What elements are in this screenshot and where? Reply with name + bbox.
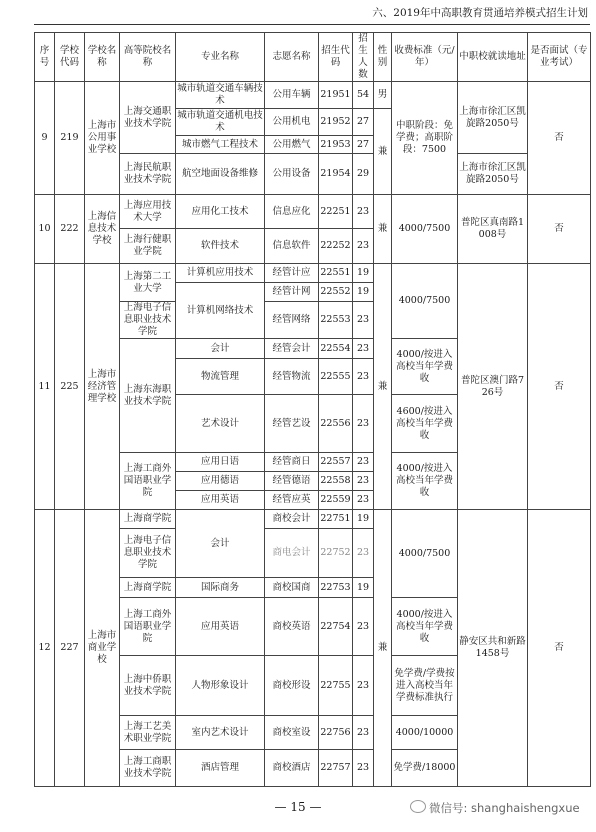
enroll-num-cell: 29 <box>353 154 374 195</box>
enroll-code-cell: 22553 <box>319 302 353 339</box>
major-cell: 国际商务 <box>176 578 265 598</box>
enroll-num-cell: 23 <box>353 359 374 395</box>
volunteer-cell: 经管计网 <box>265 283 319 302</box>
major-cell: 物流管理 <box>176 359 265 395</box>
header-row <box>35 33 591 82</box>
fee-cell: 4600/按进入高校当年学费收 <box>392 395 458 453</box>
college-cell: 上海中侨职业技术学院 <box>120 656 176 716</box>
enroll-num-cell: 23 <box>353 598 374 656</box>
enroll-num-cell: 23 <box>353 750 374 787</box>
interview-cell: 否 <box>528 82 591 195</box>
enrollment-table <box>34 32 591 787</box>
major-cell: 应用英语 <box>176 598 265 656</box>
major-cell: 应用化工技术 <box>176 195 265 229</box>
enroll-code-cell: 22752 <box>319 529 353 578</box>
enroll-code-cell: 22556 <box>319 395 353 453</box>
enroll-num-cell: 23 <box>353 472 374 491</box>
fee-cell: 4000/7500 <box>392 195 458 264</box>
fee-cell: 中职阶段：免学费；高职阶段：7500 <box>392 82 458 195</box>
col-seq: 序号 <box>35 33 55 82</box>
seq-cell: 9 <box>35 82 55 195</box>
major-cell: 计算机应用技术 <box>176 264 265 283</box>
col-enroll-num: 招生人数 <box>353 33 374 82</box>
enroll-code-cell: 22557 <box>319 453 353 472</box>
enroll-code-cell: 21951 <box>319 82 353 109</box>
col-college-name: 高等院校名称 <box>120 33 176 82</box>
fee-cell: 4000/按进入高校当年学费收 <box>392 453 458 510</box>
enroll-num-cell: 23 <box>353 339 374 359</box>
school-code-cell: 219 <box>55 82 85 195</box>
volunteer-cell: 经管艺设 <box>265 395 319 453</box>
major-cell: 应用日语 <box>176 453 265 472</box>
volunteer-cell: 商校国商 <box>265 578 319 598</box>
col-school-name: 学校名称 <box>85 33 120 82</box>
gender-cell: 男 <box>374 82 392 109</box>
enroll-num-cell: 23 <box>353 302 374 339</box>
col-volunteer: 志愿名称 <box>265 33 319 82</box>
enroll-num-cell: 19 <box>353 264 374 283</box>
enroll-code-cell: 22555 <box>319 359 353 395</box>
major-cell: 城市燃气工程技术 <box>176 136 265 154</box>
gender-cell: 兼 <box>374 264 392 510</box>
enroll-code-cell: 22251 <box>319 195 353 229</box>
table-row <box>35 195 591 229</box>
col-address: 中职校就读地址 <box>458 33 528 82</box>
enroll-num-cell: 23 <box>353 395 374 453</box>
enroll-code-cell: 22754 <box>319 598 353 656</box>
major-cell: 室内艺术设计 <box>176 716 265 750</box>
enroll-code-cell: 22756 <box>319 716 353 750</box>
table-row <box>35 82 591 109</box>
college-cell: 上海东海职业技术学院 <box>120 339 176 453</box>
enroll-num-cell: 23 <box>353 195 374 229</box>
enroll-num-cell: 23 <box>353 656 374 716</box>
major-cell: 城市轨道交通机电技术 <box>176 109 265 136</box>
wechat-icon <box>410 800 426 813</box>
address-cell: 普陀区澳门路726号 <box>458 264 528 510</box>
college-cell: 上海工艺美术职业学院 <box>120 716 176 750</box>
seq-cell: 12 <box>35 510 55 787</box>
enroll-num-cell: 23 <box>353 716 374 750</box>
fee-cell: 4000/7500 <box>392 264 458 339</box>
college-cell: 上海民航职业技术学院 <box>120 154 176 195</box>
fee-cell: 4000/10000 <box>392 716 458 750</box>
fee-cell: 4000/按进入高校当年学费收 <box>392 339 458 395</box>
college-cell: 上海商学院 <box>120 510 176 529</box>
college-cell: 上海工商职业技术学院 <box>120 750 176 787</box>
address-cell: 上海市徐汇区凯旋路2050号 <box>458 154 528 195</box>
enroll-num-cell: 54 <box>353 82 374 109</box>
address-cell: 静安区共和新路1458号 <box>458 510 528 787</box>
enroll-code-cell: 22552 <box>319 283 353 302</box>
fee-cell: 4000/按进入高校当年学费收 <box>392 598 458 656</box>
volunteer-cell: 信息软件 <box>265 229 319 264</box>
address-cell: 普陀区真南路1008号 <box>458 195 528 264</box>
volunteer-cell: 经管德语 <box>265 472 319 491</box>
major-cell: 人物形象设计 <box>176 656 265 716</box>
major-cell: 艺术设计 <box>176 395 265 453</box>
enroll-code-cell: 21954 <box>319 154 353 195</box>
enroll-code-cell: 22755 <box>319 656 353 716</box>
fee-cell: 免学费/学费按进入高校当年学费标准执行 <box>392 656 458 716</box>
school-code-cell: 227 <box>55 510 85 787</box>
major-cell: 软件技术 <box>176 229 265 264</box>
enroll-code-cell: 22753 <box>319 578 353 598</box>
col-fee: 收费标准（元/年） <box>392 33 458 82</box>
col-major: 专业名称 <box>176 33 265 82</box>
major-cell: 应用英语 <box>176 491 265 510</box>
seq-cell: 10 <box>35 195 55 264</box>
school-name-cell: 上海市经济管理学校 <box>85 264 120 510</box>
school-name-cell: 上海信息技术学校 <box>85 195 120 264</box>
page-header: 六、2019年中高职教育贯通培养模式招生计划 <box>372 7 588 19</box>
wechat-watermark <box>410 800 580 816</box>
enroll-num-cell: 19 <box>353 510 374 529</box>
enroll-code-cell: 21952 <box>319 109 353 136</box>
college-cell: 上海第二工业大学 <box>120 264 176 302</box>
enroll-num-cell: 27 <box>353 136 374 154</box>
volunteer-cell: 商校会计 <box>265 510 319 529</box>
volunteer-cell: 公用机电 <box>265 109 319 136</box>
school-name-cell: 上海市公用事业学校 <box>85 82 120 195</box>
major-cell: 会计 <box>176 339 265 359</box>
college-cell: 上海交通职业技术学院 <box>120 82 176 154</box>
enroll-num-cell: 27 <box>353 109 374 136</box>
college-cell: 上海工商外国语职业学院 <box>120 598 176 656</box>
enroll-code-cell: 22252 <box>319 229 353 264</box>
major-cell: 计算机网络技术 <box>176 283 265 339</box>
col-interview: 是否面试（专业考试） <box>528 33 591 82</box>
college-cell: 上海商学院 <box>120 578 176 598</box>
enroll-num-cell: 19 <box>353 283 374 302</box>
gender-cell: 兼 <box>374 195 392 264</box>
col-enroll-code: 招生代码 <box>319 33 353 82</box>
volunteer-cell: 信息应化 <box>265 195 319 229</box>
watermark-text: 微信号: shanghaishengxue <box>429 801 580 815</box>
fee-cell: 4000/7500 <box>392 510 458 598</box>
volunteer-cell: 经管网络 <box>265 302 319 339</box>
volunteer-cell: 商校英语 <box>265 598 319 656</box>
enroll-code-cell: 21953 <box>319 136 353 154</box>
enroll-num-cell: 23 <box>353 229 374 264</box>
college-cell: 上海电子信息职业技术学院 <box>120 302 176 339</box>
table-row <box>35 510 591 529</box>
major-cell: 城市轨道交通车辆技术 <box>176 82 265 109</box>
enroll-num-cell: 23 <box>353 529 374 578</box>
volunteer-cell: 经管计应 <box>265 264 319 283</box>
college-cell: 上海电子信息职业技术学院 <box>120 529 176 578</box>
interview-cell: 否 <box>528 510 591 787</box>
enroll-code-cell: 22751 <box>319 510 353 529</box>
enroll-num-cell: 23 <box>353 453 374 472</box>
major-cell: 会计 <box>176 510 265 578</box>
volunteer-cell: 商校酒店 <box>265 750 319 787</box>
table-row <box>35 264 591 283</box>
volunteer-cell: 商电会计 <box>265 529 319 578</box>
volunteer-cell: 经管会计 <box>265 339 319 359</box>
seq-cell: 11 <box>35 264 55 510</box>
school-name-cell: 上海市商业学校 <box>85 510 120 787</box>
address-cell: 上海市徐汇区凯旋路2050号 <box>458 82 528 154</box>
header-rule <box>34 24 590 25</box>
college-cell: 上海行健职业学院 <box>120 229 176 264</box>
volunteer-cell: 公用车辆 <box>265 82 319 109</box>
major-cell: 应用德语 <box>176 472 265 491</box>
volunteer-cell: 商校形设 <box>265 656 319 716</box>
major-cell: 航空地面设备维修 <box>176 154 265 195</box>
col-school-code: 学校代码 <box>55 33 85 82</box>
major-cell: 酒店管理 <box>176 750 265 787</box>
enroll-num-cell: 19 <box>353 578 374 598</box>
fee-cell: 免学费/18000 <box>392 750 458 787</box>
school-code-cell: 225 <box>55 264 85 510</box>
gender-cell: 兼 <box>374 109 392 195</box>
enroll-code-cell: 22558 <box>319 472 353 491</box>
page-number: — 15 — <box>274 800 322 814</box>
college-cell: 上海应用技术大学 <box>120 195 176 229</box>
enroll-code-cell: 22554 <box>319 339 353 359</box>
col-gender: 性别 <box>374 33 392 82</box>
enroll-code-cell: 22551 <box>319 264 353 283</box>
volunteer-cell: 经管应英 <box>265 491 319 510</box>
enroll-num-cell: 23 <box>353 491 374 510</box>
volunteer-cell: 经管商日 <box>265 453 319 472</box>
volunteer-cell: 公用设备 <box>265 154 319 195</box>
volunteer-cell: 经管物流 <box>265 359 319 395</box>
enroll-code-cell: 22559 <box>319 491 353 510</box>
volunteer-cell: 公用燃气 <box>265 136 319 154</box>
gender-cell: 兼 <box>374 510 392 787</box>
school-code-cell: 222 <box>55 195 85 264</box>
volunteer-cell: 商校室设 <box>265 716 319 750</box>
college-cell: 上海工商外国语职业学院 <box>120 453 176 510</box>
enroll-code-cell: 22757 <box>319 750 353 787</box>
interview-cell: 否 <box>528 264 591 510</box>
interview-cell: 否 <box>528 195 591 264</box>
